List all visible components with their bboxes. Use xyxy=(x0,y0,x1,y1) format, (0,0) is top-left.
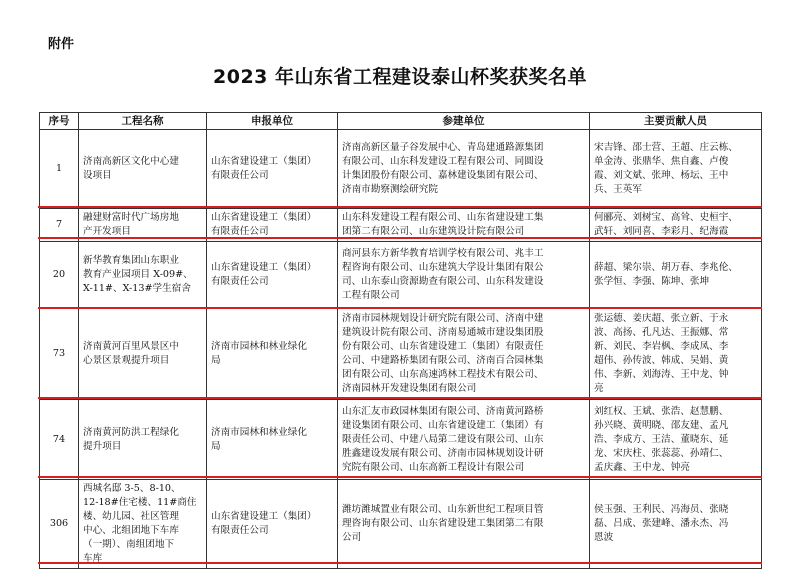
table-row xyxy=(40,242,762,308)
cell-participants: 山东科发建设工程有限公司、山东省建设建工集 团第二有限公司、山东建筑设计院有限公司 xyxy=(338,209,590,242)
cell-applicant: 济南市园林和林业绿化 局 xyxy=(207,400,338,480)
cell-contributors: 薛超、梁尔崇、胡万春、李兆伦、 张学恒、李强、陈坤、张坤 xyxy=(590,242,762,308)
cell-contributors: 何郦亮、刘树宝、高耸、史桓宇、 武轩、刘同喜、李彩月、纪海霞 xyxy=(590,209,762,242)
cell-project: 济南黄河百里风景区中 心景区景观提升项目 xyxy=(79,308,207,400)
cell-seq: 7 xyxy=(40,209,79,242)
highlight-line xyxy=(38,397,762,399)
highlight-line xyxy=(38,476,762,478)
column-header-seq: 序号 xyxy=(40,113,79,130)
cell-applicant: 山东省建设建工（集团） 有限责任公司 xyxy=(207,209,338,242)
cell-participants: 山东汇友市政园林集团有限公司、济南黄河路桥 建设集团有限公司、山东省建设建工（集团）有 限责任公司、中建八局第二建设有限公司、山东 胜鑫建设发展有限公司、济南市园林规划设计研 究院有限公司、山东高新工程设计有限公司 xyxy=(338,400,590,480)
column-header-project: 工程名称 xyxy=(79,113,207,130)
cell-project: 融建财富时代广场房地 产开发项目 xyxy=(79,209,207,242)
highlight-line xyxy=(38,562,762,564)
cell-applicant: 济南市园林和林业绿化 局 xyxy=(207,308,338,400)
cell-contributors: 刘红权、王斌、张浩、赵慧鹏、 孙兴晓、黄明晓、邵友建、孟凡 浩、李成方、王洁、董晓东、延 龙、宋庆柱、张蕊蕊、孙靖仁、 孟庆鑫、王中龙、钟亮 xyxy=(590,400,762,480)
cell-participants: 潍坊潍城置业有限公司、山东新世纪工程项目管 理咨询有限公司、山东省建设建工集团第二有限 公司 xyxy=(338,480,590,569)
highlight-line xyxy=(38,237,762,239)
cell-participants: 商河县东方新华教育培训学校有限公司、兆丰工 程咨询有限公司、山东建筑大学设计集团有限公 司、山东泰山资源勘查有限公司、山东科发建设 工程有限公司 xyxy=(338,242,590,308)
table-row xyxy=(40,400,762,480)
highlight-line xyxy=(38,206,762,208)
highlight-line xyxy=(38,307,762,309)
table-row xyxy=(40,480,762,569)
table-row xyxy=(40,308,762,400)
attachment-label: 附件 xyxy=(48,37,75,52)
column-header-applicant: 申报单位 xyxy=(207,113,338,130)
cell-participants: 济南市园林规划设计研究院有限公司、济南中建 建筑设计院有限公司、济南易通城市建设集团股 份有限公司、山东省建设建工（集团）有限责任 公司、中建路桥集团有限公司、济南百合园林集 团有限公司、山东高速鸿林工程技术有限公司、 济南园林开发建设集团有限公司 xyxy=(338,308,590,400)
cell-applicant: 山东省建设建工（集团） 有限责任公司 xyxy=(207,480,338,569)
cell-contributors: 张运德、姜庆超、张立新、于永 波、高扬、孔凡达、王振娜、常 新、刘民、李岩枫、李成凤、李 超伟、孙传波、韩成、吴娟、黄 伟、李新、刘海涛、王中龙、钟 亮 xyxy=(590,308,762,400)
cell-seq: 306 xyxy=(40,480,79,569)
award-table xyxy=(39,112,762,569)
cell-seq: 73 xyxy=(40,308,79,400)
table-header-row xyxy=(40,113,762,130)
cell-seq: 1 xyxy=(40,130,79,209)
cell-contributors: 侯玉强、王利民、冯海员、张晓 磊、吕成、张建峰、潘永杰、冯 恩波 xyxy=(590,480,762,569)
cell-project: 西城名邸 3-5、8-10、 12-18#住宅楼、11#商住 楼、幼儿园、社区管理 中心、北组团地下车库 （一期）、南组团地下 车库 xyxy=(79,480,207,569)
cell-participants: 济南高新区量子谷发展中心、青岛建通路源集团 有限公司、山东科发建设工程有限公司、同圆设 计集团股份有限公司、嘉林建设集团有限公司、 济南市勘察测绘研究院 xyxy=(338,130,590,209)
cell-project: 新华教育集团山东职业 教育产业园项目 X-09#、 X-11#、X-13#学生宿舍 xyxy=(79,242,207,308)
page-title: 2023 年山东省工程建设泰山杯奖获奖名单 xyxy=(213,66,587,88)
column-header-participants: 参建单位 xyxy=(338,113,590,130)
cell-seq: 20 xyxy=(40,242,79,308)
cell-project: 济南黄河防洪工程绿化 提升项目 xyxy=(79,400,207,480)
cell-project: 济南高新区文化中心建 设项目 xyxy=(79,130,207,209)
cell-seq: 74 xyxy=(40,400,79,480)
column-header-contributors: 主要贡献人员 xyxy=(590,113,762,130)
cell-applicant: 山东省建设建工（集团） 有限责任公司 xyxy=(207,130,338,209)
cell-applicant: 山东省建设建工（集团） 有限责任公司 xyxy=(207,242,338,308)
cell-contributors: 宋吉锋、邵士营、王超、庄云栋、 单金涛、张鼎华、焦自鑫、卢俊 霞、刘文斌、张珅、杨坛、王中 兵、王英军 xyxy=(590,130,762,209)
table-row xyxy=(40,130,762,209)
